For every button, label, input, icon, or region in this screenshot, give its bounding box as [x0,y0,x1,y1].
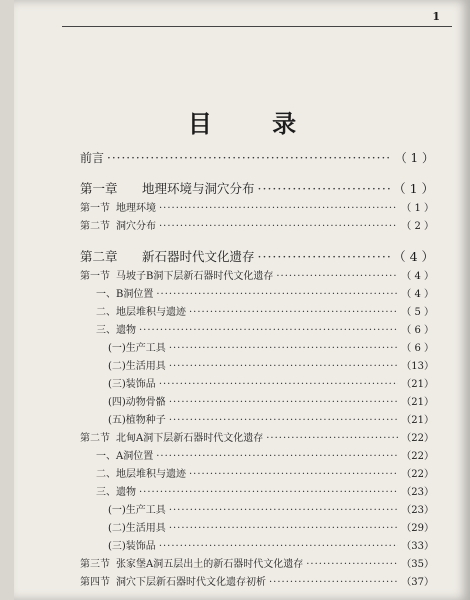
toc-entry-label: 一、A洞位置 [96,451,154,462]
toc-entry-label: 洞穴下层新石器时代文化遗存初析 [116,577,266,588]
toc-entry-page: （ 1 ） [394,151,434,165]
dot-leader [169,520,398,538]
dot-leader [169,340,398,358]
toc-section[interactable] [80,218,434,236]
dot-leader [159,538,398,556]
toc-item[interactable] [80,394,434,412]
toc-entry-label: 马坡子B洞下层新石器时代文化遗存 [116,271,274,282]
toc-subsection[interactable] [80,466,434,484]
toc-item[interactable] [80,340,434,358]
toc-entry-page: （35） [401,559,434,570]
toc-entry-page: （22） [401,469,434,480]
dot-leader [276,268,398,286]
toc-entry-label: 地理环境 [116,203,156,214]
toc-entry-page: （33） [401,541,434,552]
toc-entry-page: （21） [401,379,434,390]
toc-entry-page: （ 5 ） [401,307,434,318]
toc-entry-label: (四)动物骨骼 [108,397,166,408]
toc-entry-label: 三、遗物 [96,487,136,498]
toc-entry-label: (五)植物种子 [108,415,166,426]
page-number: 1 [432,10,440,23]
dot-leader [159,376,398,394]
toc-entry-page: （37） [401,577,434,588]
toc-entry-label: 地理环境与洞穴分布 [142,181,255,196]
toc-section[interactable] [80,556,434,574]
toc-entry-prefix: 第二章 [80,249,118,264]
dot-leader [139,322,398,340]
toc-entry-page: （23） [401,505,434,516]
toc-entry-page: （ 2 ） [401,221,434,232]
toc-entry-label: (二)生活用具 [108,523,166,534]
toc-entry-label: (二)生活用具 [108,361,166,372]
dot-leader [169,358,398,376]
toc-entry-label: 二、地层堆积与遗迹 [96,469,186,480]
toc-entry-page: （22） [401,433,434,444]
toc-entry-label: (一)生产工具 [108,343,166,354]
book-page [14,0,470,600]
toc-subsection[interactable] [80,322,434,340]
toc-entry-label: 新石器时代文化遗存 [142,249,255,264]
toc-subsection[interactable] [80,448,434,466]
toc-entry-prefix: 第二节 [80,433,110,444]
toc-entry-page: （21） [401,397,434,408]
table-of-contents [80,148,434,592]
toc-entry-label: 二、地层堆积与遗迹 [96,307,186,318]
toc-chapter[interactable] [80,246,434,268]
toc-section[interactable] [80,200,434,218]
dot-leader [266,430,398,448]
toc-item[interactable] [80,538,434,556]
toc-entry-page: （13） [401,361,434,372]
toc-entry-page: （ 1 ） [393,181,434,196]
dot-leader [139,484,398,502]
toc-entry-page: （29） [401,523,434,534]
dot-leader [258,178,391,200]
toc-entry-page: （ 6 ） [401,325,434,336]
toc-entry-page: （ 4 ） [401,271,434,282]
dot-leader [269,574,398,592]
toc-chapter[interactable] [80,178,434,200]
toc-entry-page: （23） [401,487,434,498]
toc-subsection[interactable] [80,286,434,304]
toc-entry-label: 张家堡A洞五层出土的新石器时代文化遗存 [116,559,304,570]
dot-leader [156,286,398,304]
toc-entry-prefix: 第一节 [80,203,110,214]
toc-entry-label: 前言 [80,151,105,165]
page-title: 目 录 [187,109,323,138]
dot-leader [169,502,398,520]
toc-item[interactable] [80,358,434,376]
toc-subsection[interactable] [80,304,434,322]
toc-entry-label: 洞穴分布 [116,221,156,232]
toc-entry-prefix: 第一节 [80,271,110,282]
toc-entry-label: (一)生产工具 [108,505,166,516]
toc-item[interactable] [80,502,434,520]
toc-item[interactable] [80,412,434,430]
dot-leader [189,304,398,322]
toc-entry-page: （ 6 ） [401,343,434,354]
toc-item[interactable] [80,376,434,394]
toc-section[interactable] [80,268,434,286]
dot-leader [156,448,398,466]
toc-entry-preface[interactable] [80,148,434,168]
toc-entry-page: （ 4 ） [393,249,434,264]
toc-entry-page: （21） [401,415,434,426]
dot-leader [169,394,398,412]
toc-entry-prefix: 第二节 [80,221,110,232]
toc-entry-label: (三)装饰品 [108,379,156,390]
dot-leader [258,246,391,268]
toc-entry-page: （ 4 ） [401,289,434,300]
toc-entry-prefix: 第三节 [80,559,110,570]
dot-leader [189,466,398,484]
toc-entry-label: 三、遗物 [96,325,136,336]
toc-entry-prefix: 第四节 [80,577,110,588]
toc-section[interactable] [80,574,434,592]
dot-leader [306,556,398,574]
toc-subsection[interactable] [80,484,434,502]
toc-entry-label: 北甸A洞下层新石器时代文化遗存 [116,433,264,444]
dot-leader [159,200,398,218]
header-rule [62,26,452,27]
toc-entry-prefix: 第一章 [80,181,118,196]
toc-entry-label: 一、B洞位置 [96,289,154,300]
toc-item[interactable] [80,520,434,538]
toc-entry-page: （22） [401,451,434,462]
toc-entry-label: (三)装饰品 [108,541,156,552]
dot-leader [159,218,398,236]
dot-leader [107,148,392,168]
toc-entry-page: （ 1 ） [401,203,434,214]
dot-leader [169,412,398,430]
toc-section[interactable] [80,430,434,448]
